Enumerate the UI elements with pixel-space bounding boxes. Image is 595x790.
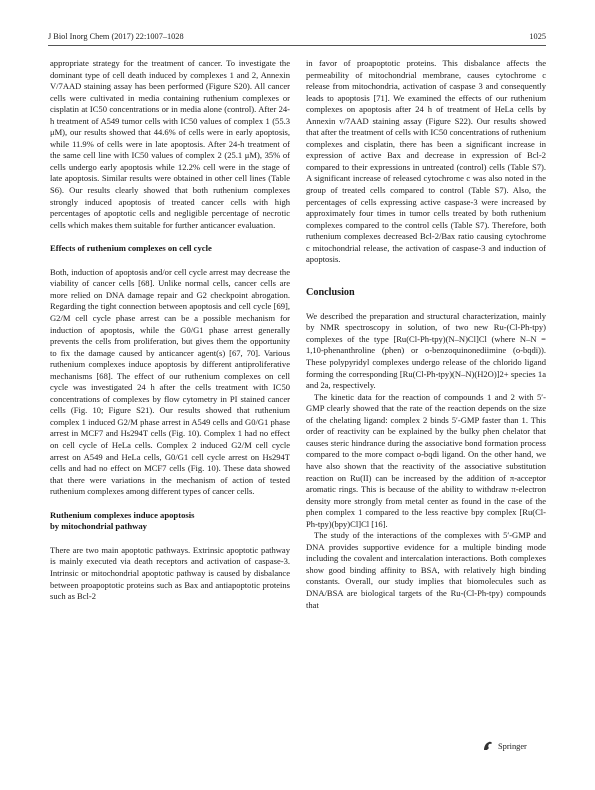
right-column <box>306 58 546 611</box>
apoptosis-paragraph: There are two main apoptotic pathways. Extrinsic apoptotic pathway is mainly executed via death receptors and activation of caspase-3. Intrinsic or mitochondrial apoptotic pathway is caused by disbalance between proapoptotic proteins such as Bax and antiapoptotic proteins such as Bcl-2 <box>50 544 290 602</box>
publisher-logo <box>482 740 527 752</box>
journal-citation: J Biol Inorg Chem (2017) 22:1007–1028 <box>48 32 184 41</box>
section-heading-cell-cycle: Effects of ruthenium complexes on cell cycle <box>50 243 212 254</box>
header-rule <box>48 45 546 46</box>
conclusion-paragraph-3: The study of the interactions of the complexes with 5′-GMP and DNA provides supportive evidence for a multiple binding mode including the covalent and intercalation interactions. Both complexes show good binding affinity to BSA, with relatively high binding constants. Overall, our study implies that biomolecules such as DNA/BSA are biological targets of the Ru-(Cl-Ph-tpy) compounds that <box>306 530 546 610</box>
springer-horse-icon <box>482 740 494 752</box>
continued-paragraph: in favor of proapoptotic proteins. This disbalance affects the permeability of mitochondrial membrane, causes cytochrome c release from mitochondria, activation of caspase 3 and consequently leads to apoptosis [71]. We examined the effects of our ruthenium complexes on apoptosis after 24 h of treatment of HeLa cells by Annexin v/7AAD staining assay (Figure S22). Our results showed that after the treatment of cells with IC50 concentrations of ruthenium complexes and cisplatin, there has been a significant increase in expression of active Bax and decrease in expression of Bcl-2 compared to their expressions in untreated (control) cells (Table S7). A significant increase of released cytochrome c was also noted in the group of treated cells compared to control (Table S7). Also, the percentages of cells expressing active caspase-3 were increased by approximately four times in tumor cells treated by both ruthenium complexes compared to the control cells (Table S7). Therefore, both ruthenium complexes decreased Bcl-2/Bax ratio causing cytochrome c mitochondrial release, the activation of caspase-3 and induction of apoptosis. <box>306 58 546 265</box>
conclusion-paragraph-2: The kinetic data for the reaction of compounds 1 and 2 with 5′-GMP clearly showed that the rate of the reaction depends on the size of the chelating ligand: complex 2 binds 5′-GMP faster than 1. This order of reactivity can be explained by the bulky phen chelator that causes steric hindrance during the associative bond formation process compared to the more compact o-bqdi ligand. On the other hand, we have also shown that the reactivity of the associative substitution reaction on Ru(II) can be increased by the addition of π-acceptor aromatic rings. This is because of the ability to withdraw π-electron density more strongly from metal center as found in the case of the phen complex 1 compared to the less reactive bpy complex [Ru(Cl-Ph-tpy)(bpy)Cl]Cl [16]. <box>306 391 546 529</box>
running-header <box>48 32 546 44</box>
section-heading-apoptosis-line2: by mitochondrial pathway <box>50 521 147 532</box>
page-number: 1025 <box>529 32 546 41</box>
conclusion-heading: Conclusion <box>306 286 355 298</box>
intro-paragraph: appropriate strategy for the treatment of cancer. To investigate the dominant type of cell death induced by complexes 1 and 2, Annexin V/7AAD staining assay has been performed (Figure S20). All cancer cells were cultivated in media containing ruthenium complexes or cisplatin at IC50 concentrations or in media alone (control). After 24-h treatment of A549 tumor cells with IC50 values of complex 1 (55.3 μM), our results showed that 44.6% of cells were in early apoptosis, while 11.9% of cells were in late apoptosis. After 24-h treatment of the same cell line with IC50 values of complex 2 (25.1 μM), 35% of cells undergo early apoptosis while 12.2% cell were in the stage of late apoptosis. Similar results were obtained in other cell lines (Table S6). Our results clearly showed that both ruthenium complexes strongly induced apoptosis of treated cancer cells with high percentages of apoptotic cells and negligible percentage of necrotic cells which makes them suitable for further anticancer evaluation. <box>50 58 290 230</box>
publisher-name: Springer <box>498 741 527 751</box>
left-column <box>50 58 290 603</box>
cell-cycle-paragraph: Both, induction of apoptosis and/or cell cycle arrest may decrease the viability of cancer cells [68]. Unlike normal cells, cancer cells are more relied on DNA damage repair and G2 checkpoint abrogation. Regarding the tight connection between apoptosis and cell cycle [69], G2/M cell cycle phase arrest can be a possible mechanism for induction of apoptosis, while the G0/G1 phase arrest generally prevents the cells from proliferation, but gives them the opportunity to fix the damage caused by anticancer agent(s) [67, 70]. Various ruthenium complexes induce apoptosis by different antiproliferative mechanisms [68]. The effect of our ruthenium complexes on cell cycle was investigated 24 h after the cells treatment with IC50 concentrations of complexes by flow cytometry in PI stained cancer cells (Fig. 10; Figure S21). Our results showed that ruthenium complex 1 induced G2/M phase arrest in A549 cells and G0/G1 phase arrest in MCF7 and Hs294T cells (Fig. 10). Complex 1 had no effect on cell cycle of HeLa cells. Complex 2 induced G2/M cell cycle arrest on A549 and HeLa cells, G0/G1 cell cycle arrest on Hs294T cells and had no effect on MCF7 cells (Fig. 10). These data showed that there were variations in the mechanism of action of tested ruthenium complexes among different types of cancer cells. <box>50 266 290 497</box>
conclusion-paragraph-1: We described the preparation and structural characterization, mainly by NMR spectroscopy in solution, of two new Ru-(Cl-Ph-tpy) complexes of the type [Ru(Cl-Ph-tpy)(N–N)Cl]Cl (where N–N = 1,10-phenanthroline (phen) or o-benzoquinonediimine (o-bqdi)). These polypyridyl complexes undergo release of the chlorido ligand forming the corresponding [Ru(Cl-Ph-tpy)(N–N)(H2O)]2+ species 1a and 2a, respectively. <box>306 310 546 391</box>
section-heading-apoptosis-line1: Ruthenium complexes induce apoptosis <box>50 509 195 520</box>
